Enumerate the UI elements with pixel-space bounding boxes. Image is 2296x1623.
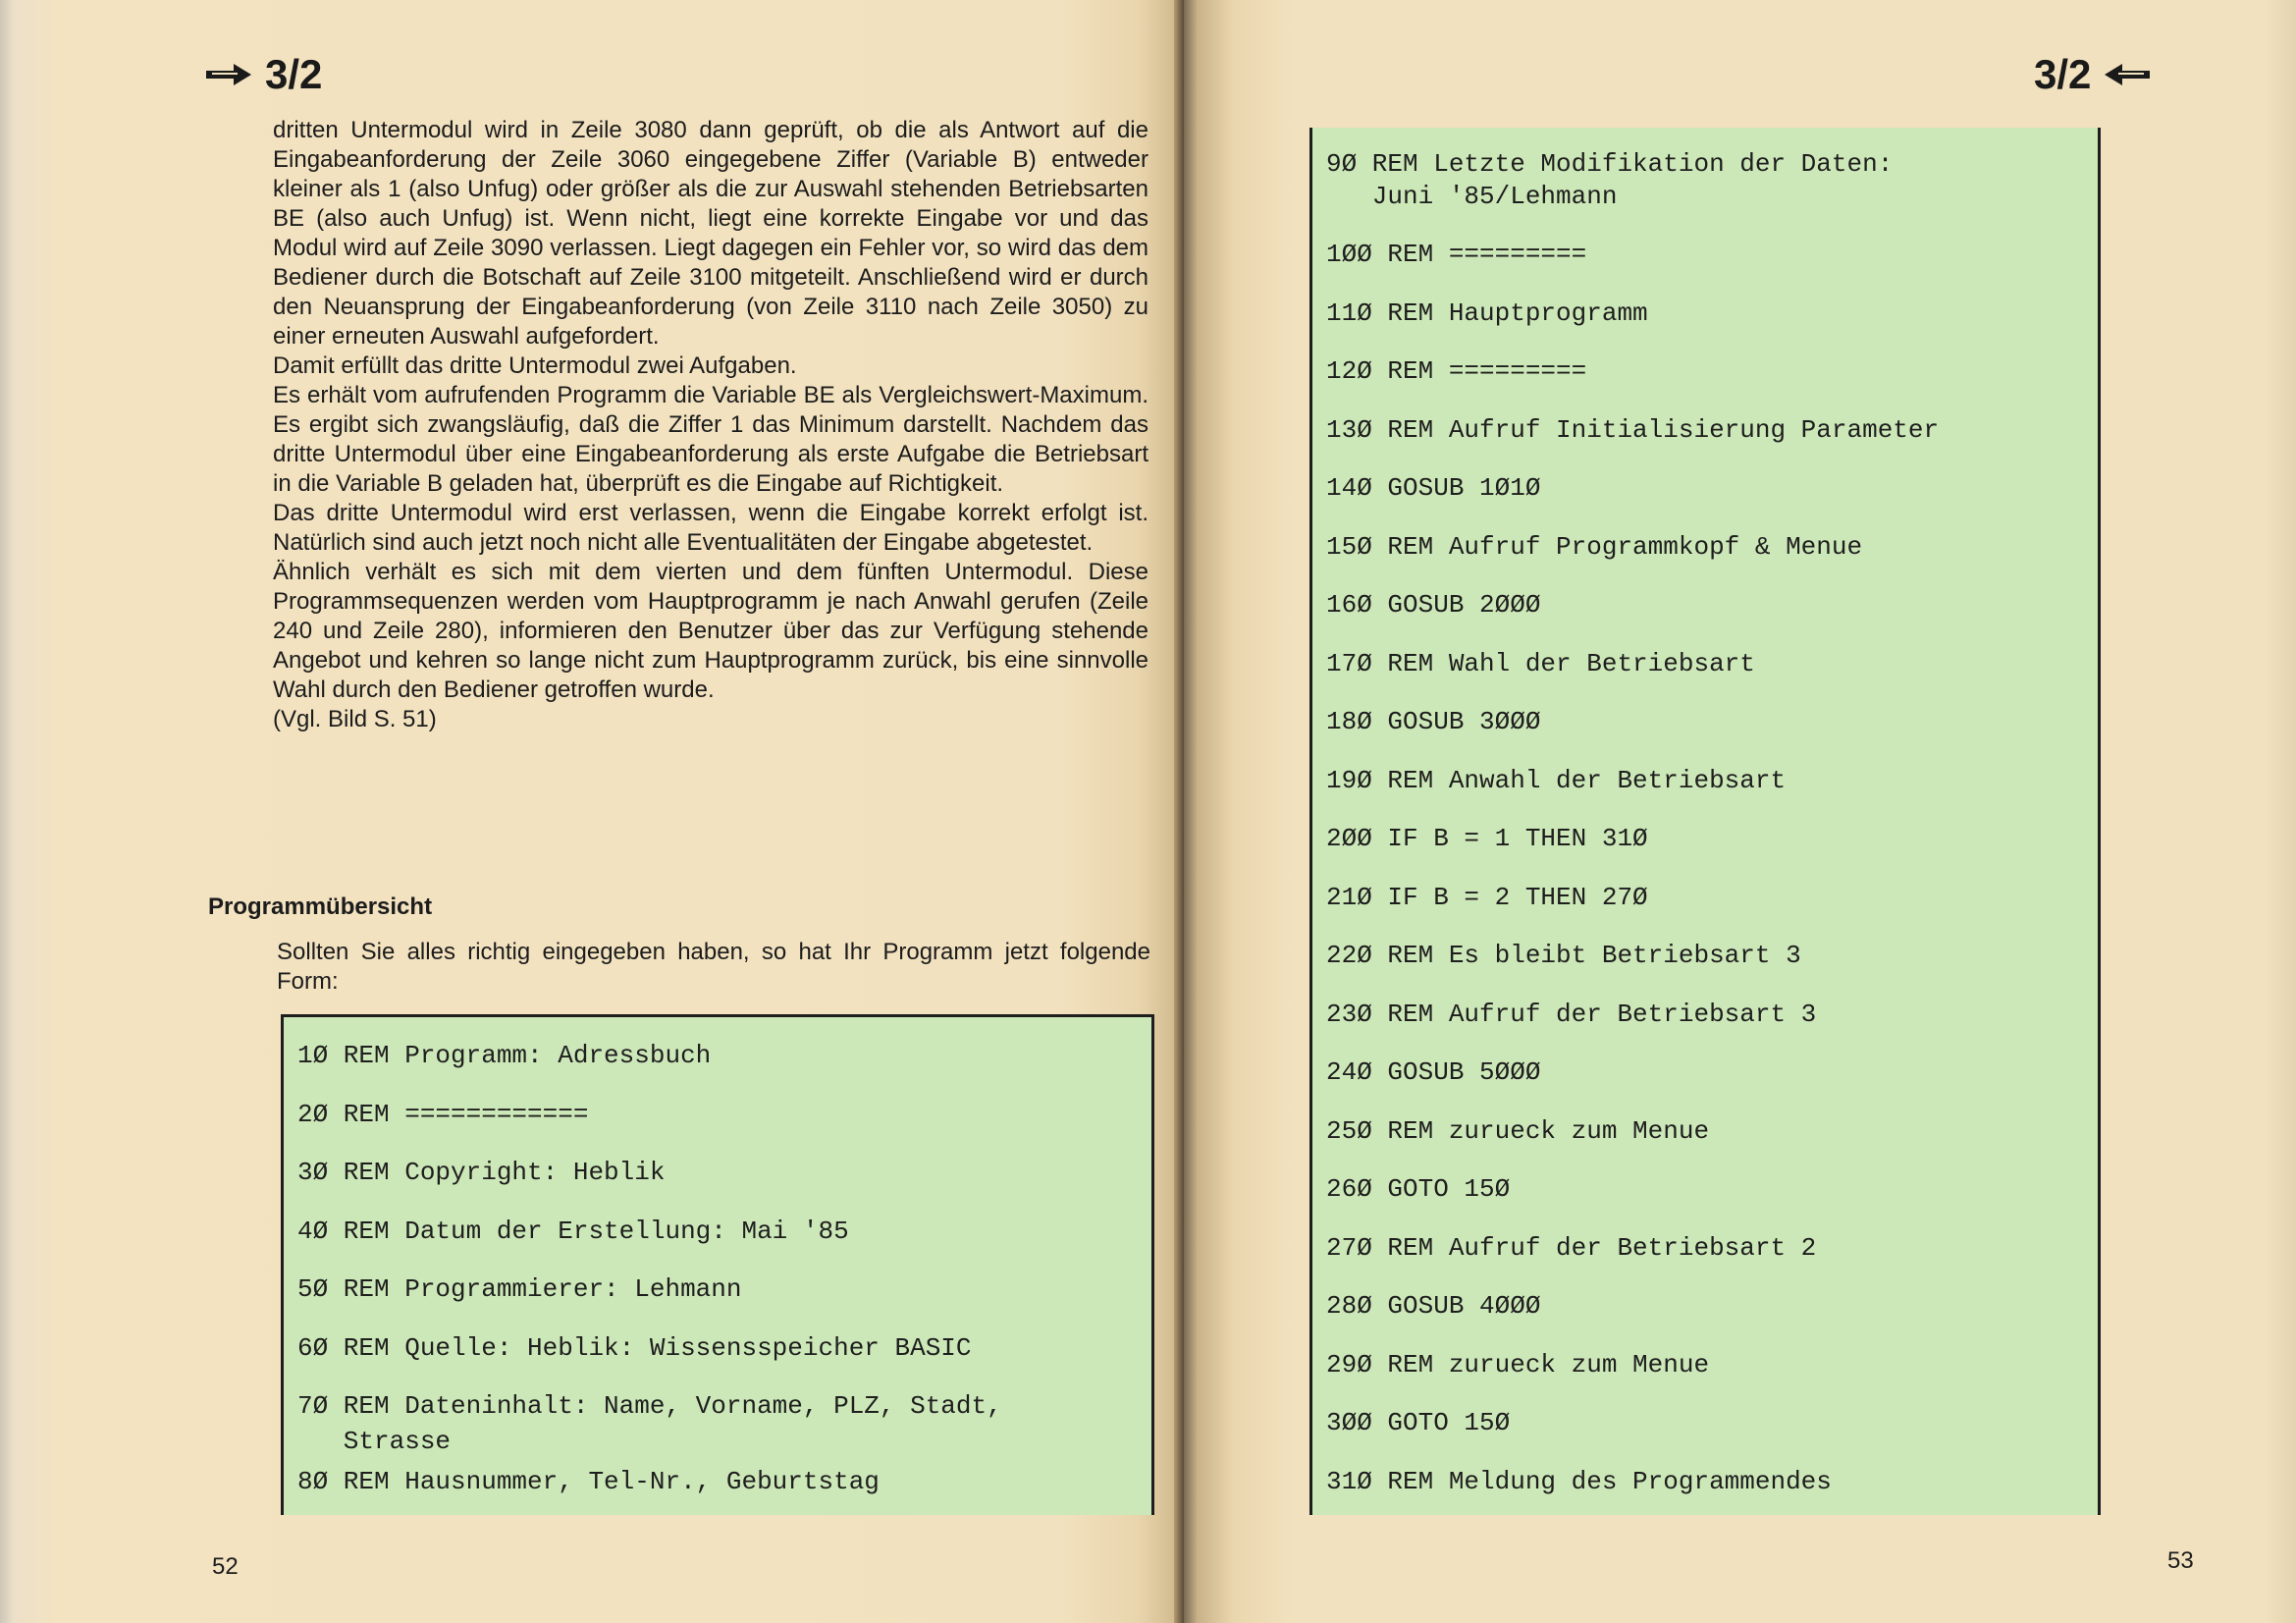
code-line: 4Ø REM Datum der Erstellung: Mai '85 <box>297 1217 849 1246</box>
code-line: 13Ø REM Aufruf Initialisierung Parameter <box>1326 415 1940 445</box>
paragraph: dritten Untermodul wird in Zeile 3080 dann geprüft, ob die als Antwort auf die Eingabeanforderung der Zeile 3060 eingegebene Ziffer (Variable B) entweder kleiner als 1 (also Unfug) oder größer als die zur Auswahl stehenden Betriebsarten BE (also auch Unfug) ist. Wenn nicht, liegt eine korrekte Eingabe vor und das Modul wird auf Zeile 3090 verlassen. Liegt dagegen ein Fehler vor, so wird das dem Bediener durch die Botschaft auf Zeile 3100 mitgeteilt. Anschließend wird er durch den Neuansprung der Eingabeanforderung (von Zeile 3110 nach Zeile 3050) zu einer erneuten Auswahl aufgefordert. <box>273 117 1148 350</box>
code-line: 3ØØ GOTO 15Ø <box>1326 1408 1511 1437</box>
code-line: 15Ø REM Aufruf Programmkopf & Menue <box>1326 532 1863 562</box>
page-number-left: 52 <box>212 1553 239 1580</box>
left-section-marker <box>204 51 322 98</box>
arrow-right-icon <box>204 62 253 87</box>
paragraph: Damit erfüllt das dritte Untermodul zwei Aufgaben. <box>273 352 797 379</box>
code-line: 8Ø REM Hausnummer, Tel-Nr., Geburtstag <box>297 1467 880 1496</box>
code-line: 31Ø REM Meldung des Programmendes <box>1326 1467 1832 1496</box>
code-line: 5Ø REM Programmierer: Lehmann <box>297 1274 742 1304</box>
code-line: 19Ø REM Anwahl der Betriebsart <box>1326 766 1787 795</box>
code-line: 11Ø REM Hauptprogramm <box>1326 298 1648 328</box>
paragraph: (Vgl. Bild S. 51) <box>273 706 437 732</box>
code-line: 2ØØ IF B = 1 THEN 31Ø <box>1326 824 1648 853</box>
code-line: Juni '85/Lehmann <box>1326 182 1618 211</box>
code-line: 27Ø REM Aufruf der Betriebsart 2 <box>1326 1233 1817 1263</box>
code-line: 12Ø REM ========= <box>1326 356 1587 386</box>
paragraph: Ähnlich verhält es sich mit dem vierten und dem fünften Untermodul. Diese Programmsequenzen werden vom Hauptprogramm je nach Anwahl gerufen (Zeile 240 und Zeile 280), informieren den Benutzer über das zur Verfügung stehende Angebot und kehren so lange nicht zum Hauptprogramm zurück, bis eine sinnvolle Wahl durch den Bediener getroffen wurde. <box>273 559 1148 703</box>
page-number-right: 53 <box>2167 1547 2194 1574</box>
code-line: 1Ø REM Programm: Adressbuch <box>297 1041 712 1070</box>
code-listing-left <box>281 1014 1154 1515</box>
code-line: 2Ø REM ============ <box>297 1100 589 1129</box>
section-heading: Programmübersicht <box>208 893 433 920</box>
code-line: 17Ø REM Wahl der Betriebsart <box>1326 649 1755 678</box>
code-line: 6Ø REM Quelle: Heblik: Wissensspeicher BASIC <box>297 1333 972 1363</box>
right-section-number: 3/2 <box>2034 51 2092 97</box>
left-section-number: 3/2 <box>265 51 323 97</box>
code-line: 26Ø GOTO 15Ø <box>1326 1174 1511 1204</box>
code-line: 14Ø GOSUB 1Ø1Ø <box>1326 473 1541 503</box>
code-line: 3Ø REM Copyright: Heblik <box>297 1158 666 1187</box>
code-line: 25Ø REM zurueck zum Menue <box>1326 1116 1710 1146</box>
code-line: 28Ø GOSUB 4ØØØ <box>1326 1291 1541 1321</box>
code-line: 22Ø REM Es bleibt Betriebsart 3 <box>1326 941 1801 970</box>
code-listing-right <box>1309 128 2101 1515</box>
code-line: 18Ø GOSUB 3ØØØ <box>1326 707 1541 736</box>
left-body-text <box>273 116 1148 734</box>
code-line: Strasse <box>297 1427 452 1456</box>
paragraph: Es erhält vom aufrufenden Programm die Variable BE als Vergleichswert-Maximum. Es ergibt sich zwangsläufig, daß die Ziffer 1 das Minimum darstellt. Nachdem das dritte Untermodul über eine Eingabeanforderung als erste Aufgabe die Betriebsart in die Variable B geladen hat, überprüft es die Eingabe auf Richtigkeit. <box>273 382 1148 497</box>
code-line: 1ØØ REM ========= <box>1326 240 1587 269</box>
right-section-marker <box>2034 51 2152 98</box>
code-line: 9Ø REM Letzte Modifikation der Daten: <box>1326 149 1894 179</box>
code-line: 24Ø GOSUB 5ØØØ <box>1326 1057 1541 1087</box>
arrow-left-icon <box>2103 62 2152 87</box>
intro-text: Sollten Sie alles richtig eingegeben haben, so hat Ihr Programm jetzt folgende Form: <box>277 939 1150 995</box>
paragraph: Das dritte Untermodul wird erst verlassen, wenn die Eingabe korrekt erfolgt ist. Natürlich sind auch jetzt noch nicht alle Eventualitäten der Eingabe abgetestet. <box>273 500 1148 556</box>
code-line: 21Ø IF B = 2 THEN 27Ø <box>1326 883 1648 912</box>
code-line: 23Ø REM Aufruf der Betriebsart 3 <box>1326 1000 1817 1029</box>
code-line: 7Ø REM Dateninhalt: Name, Vorname, PLZ, Stadt, <box>297 1391 1002 1421</box>
code-line: 16Ø GOSUB 2ØØØ <box>1326 590 1541 620</box>
code-line: 29Ø REM zurueck zum Menue <box>1326 1350 1710 1380</box>
